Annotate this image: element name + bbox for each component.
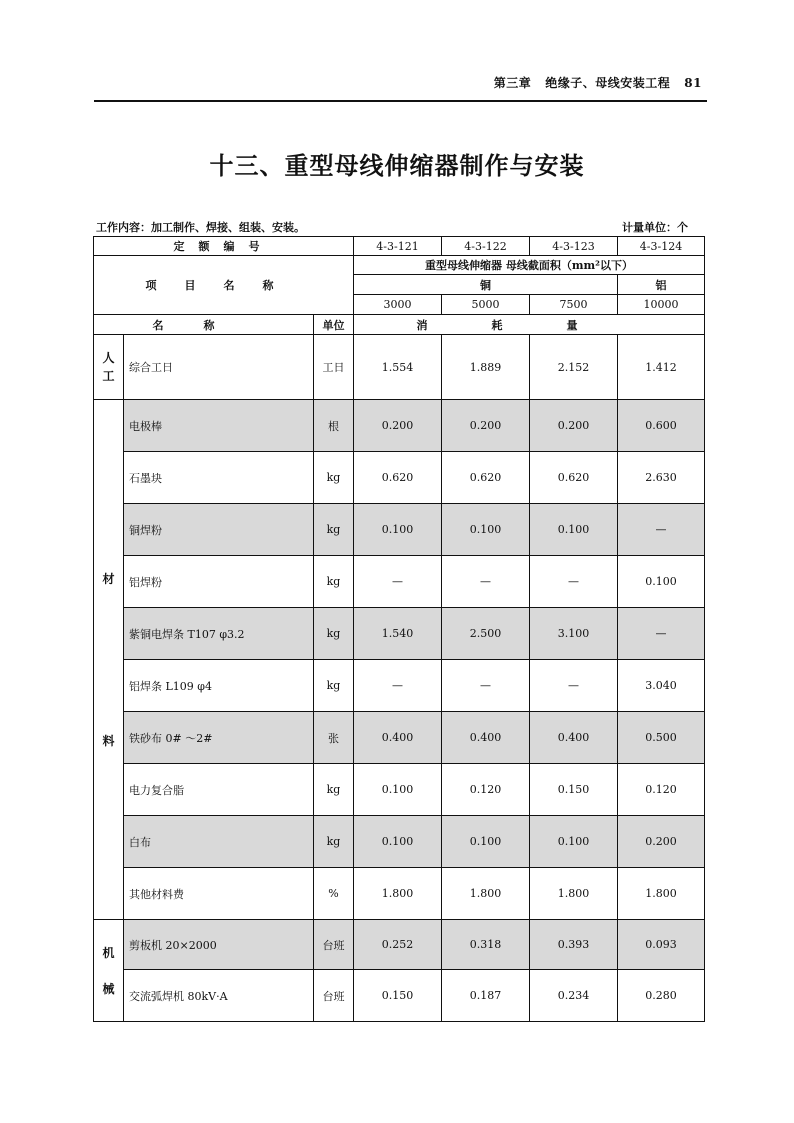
item-unit: kg bbox=[314, 608, 354, 660]
page-title: 十三、重型母线伸缩器制作与安装 bbox=[209, 152, 585, 180]
item-name: 铝焊条 L109 φ4 bbox=[124, 660, 314, 712]
value-cell: — bbox=[354, 556, 442, 608]
table-row bbox=[94, 868, 705, 920]
value-cell: 0.318 bbox=[442, 920, 530, 970]
value-cell: 0.100 bbox=[442, 816, 530, 868]
code-row bbox=[94, 237, 705, 256]
size-cell: 7500 bbox=[530, 295, 618, 315]
value-cell: 0.100 bbox=[530, 816, 618, 868]
value-cell: 3.100 bbox=[530, 608, 618, 660]
section-label: 绝缘子、母线安装工程 bbox=[545, 76, 671, 90]
value-cell: 1.800 bbox=[354, 868, 442, 920]
item-name: 其他材料费 bbox=[124, 868, 314, 920]
value-cell: 0.120 bbox=[442, 764, 530, 816]
table-row bbox=[94, 920, 705, 970]
table-row bbox=[94, 970, 705, 1022]
category-material: 材 料 bbox=[94, 400, 124, 920]
col-name-header: 名称 bbox=[94, 315, 314, 335]
item-unit: kg bbox=[314, 452, 354, 504]
item-name: 白布 bbox=[124, 816, 314, 868]
item-label: 项目名称 bbox=[94, 256, 354, 315]
code-cell: 4-3-122 bbox=[442, 237, 530, 256]
value-cell: 1.800 bbox=[530, 868, 618, 920]
col-consumption-header: 消耗量 bbox=[354, 315, 705, 335]
table-row bbox=[94, 816, 705, 868]
value-cell: 0.400 bbox=[442, 712, 530, 764]
item-name: 铜焊粉 bbox=[124, 504, 314, 556]
value-cell: 0.620 bbox=[442, 452, 530, 504]
value-cell: 0.400 bbox=[354, 712, 442, 764]
value-cell: 0.100 bbox=[442, 504, 530, 556]
code-cell: 4-3-121 bbox=[354, 237, 442, 256]
item-name: 综合工日 bbox=[124, 335, 314, 400]
item-name: 剪板机 20×2000 bbox=[124, 920, 314, 970]
value-cell: 0.100 bbox=[354, 764, 442, 816]
table-row bbox=[94, 608, 705, 660]
value-cell: 0.234 bbox=[530, 970, 618, 1022]
item-name: 电极棒 bbox=[124, 400, 314, 452]
value-cell: — bbox=[618, 608, 705, 660]
table-row bbox=[94, 556, 705, 608]
value-cell: 0.393 bbox=[530, 920, 618, 970]
column-header-row bbox=[94, 315, 705, 335]
item-name: 铝焊粉 bbox=[124, 556, 314, 608]
value-cell: 1.800 bbox=[442, 868, 530, 920]
value-cell: — bbox=[442, 556, 530, 608]
item-unit: 台班 bbox=[314, 920, 354, 970]
running-head bbox=[480, 74, 702, 91]
item-name: 石墨块 bbox=[124, 452, 314, 504]
table-row bbox=[94, 764, 705, 816]
page-number: 81 bbox=[684, 76, 702, 90]
material-copper: 铜 bbox=[354, 275, 618, 295]
value-cell: 1.412 bbox=[618, 335, 705, 400]
value-cell: 1.554 bbox=[354, 335, 442, 400]
material-aluminum: 铝 bbox=[618, 275, 705, 295]
table-row bbox=[94, 712, 705, 764]
item-name: 紫铜电焊条 T107 φ3.2 bbox=[124, 608, 314, 660]
value-cell: 0.200 bbox=[618, 816, 705, 868]
value-cell: 1.540 bbox=[354, 608, 442, 660]
code-cell: 4-3-124 bbox=[618, 237, 705, 256]
item-unit: 工日 bbox=[314, 335, 354, 400]
value-cell: 2.500 bbox=[442, 608, 530, 660]
value-cell: 1.889 bbox=[442, 335, 530, 400]
value-cell: — bbox=[442, 660, 530, 712]
value-cell: 0.200 bbox=[442, 400, 530, 452]
code-label: 定额编号 bbox=[94, 237, 354, 256]
value-cell: 0.600 bbox=[618, 400, 705, 452]
value-cell: 0.200 bbox=[354, 400, 442, 452]
value-cell: — bbox=[618, 504, 705, 556]
item-unit: 张 bbox=[314, 712, 354, 764]
chapter-label: 第三章 bbox=[493, 76, 532, 90]
item-unit: 台班 bbox=[314, 970, 354, 1022]
value-cell: 0.120 bbox=[618, 764, 705, 816]
col-unit-header: 单位 bbox=[314, 315, 354, 335]
size-cell: 10000 bbox=[618, 295, 705, 315]
item-name: 铁砂布 0# ～2# bbox=[124, 712, 314, 764]
item-unit: kg bbox=[314, 660, 354, 712]
value-cell: 0.100 bbox=[354, 504, 442, 556]
value-cell: 1.800 bbox=[618, 868, 705, 920]
value-cell: — bbox=[530, 660, 618, 712]
value-cell: — bbox=[530, 556, 618, 608]
header-rule bbox=[94, 100, 707, 102]
category-labor: 人 工 bbox=[94, 335, 124, 400]
item-unit: kg bbox=[314, 816, 354, 868]
size-cell: 3000 bbox=[354, 295, 442, 315]
item-unit: kg bbox=[314, 556, 354, 608]
item-name: 电力复合脂 bbox=[124, 764, 314, 816]
value-cell: 0.500 bbox=[618, 712, 705, 764]
item-unit: kg bbox=[314, 504, 354, 556]
value-cell: 3.040 bbox=[618, 660, 705, 712]
value-cell: 0.187 bbox=[442, 970, 530, 1022]
spec-label: 重型母线伸缩器 母线截面积（mm²以下） bbox=[354, 256, 705, 275]
spec-row bbox=[94, 256, 705, 275]
value-cell: 0.150 bbox=[530, 764, 618, 816]
value-cell: 0.252 bbox=[354, 920, 442, 970]
value-cell: 2.630 bbox=[618, 452, 705, 504]
value-cell: 0.620 bbox=[530, 452, 618, 504]
value-cell: 2.152 bbox=[530, 335, 618, 400]
size-cell: 5000 bbox=[442, 295, 530, 315]
work-content: 工作内容：加工制作、焊接、组装、安装。 bbox=[96, 221, 305, 234]
value-cell: 0.400 bbox=[530, 712, 618, 764]
value-cell: 0.100 bbox=[354, 816, 442, 868]
table-row bbox=[94, 335, 705, 400]
value-cell: 0.280 bbox=[618, 970, 705, 1022]
item-unit: 根 bbox=[314, 400, 354, 452]
value-cell: 0.150 bbox=[354, 970, 442, 1022]
value-cell: 0.620 bbox=[354, 452, 442, 504]
unit-label: 计量单位：个 bbox=[622, 221, 688, 234]
item-unit: kg bbox=[314, 764, 354, 816]
value-cell: — bbox=[354, 660, 442, 712]
value-cell: 0.200 bbox=[530, 400, 618, 452]
code-cell: 4-3-123 bbox=[530, 237, 618, 256]
category-machine: 机 械 bbox=[94, 920, 124, 1022]
table-row bbox=[94, 400, 705, 452]
item-unit: % bbox=[314, 868, 354, 920]
value-cell: 0.100 bbox=[530, 504, 618, 556]
table-row bbox=[94, 452, 705, 504]
table-row bbox=[94, 660, 705, 712]
item-name: 交流弧焊机 80kV·A bbox=[124, 970, 314, 1022]
table-row bbox=[94, 504, 705, 556]
value-cell: 0.093 bbox=[618, 920, 705, 970]
value-cell: 0.100 bbox=[618, 556, 705, 608]
quota-table bbox=[93, 236, 705, 1022]
